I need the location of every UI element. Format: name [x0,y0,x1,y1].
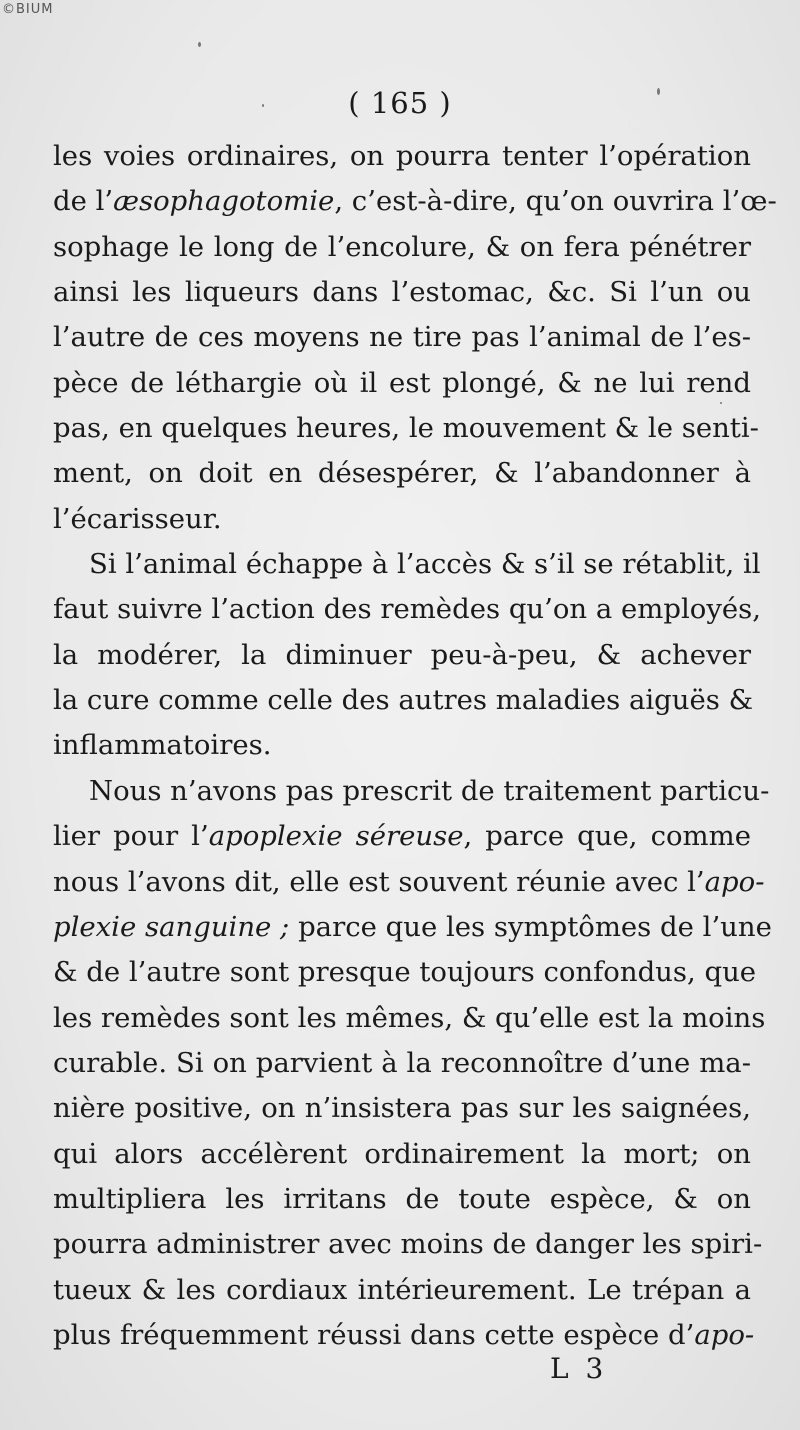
text-line [53,1313,755,1358]
text-line [53,179,777,224]
text-segment: faut suivre l’action des remèdes qu’on a employés, [53,593,761,626]
text-line [53,723,751,768]
italic-text-segment: apo- [694,1318,755,1351]
text-segment: ment, on doit en désespérer, & l’abandonner à [53,457,751,490]
text-segment: l’autre de ces moyens ne tire pas l’animal de l’es- [53,321,751,354]
text-line [53,905,772,950]
text-line [53,451,751,496]
text-segment: tueux & les cordiaux intérieurement. Le trépan a [53,1273,751,1306]
italic-text-segment: apo- [704,865,765,898]
text-segment: l’écarisseur. [53,502,222,535]
text-segment: pourra administrer avec moins de danger les spiri- [53,1228,763,1261]
text-segment: de l’ [53,185,114,218]
text-segment: les voies ordinaires, on pourra tenter l’opération [53,140,751,172]
text-segment: curable. Si on parvient à la reconnoître d’une ma- [53,1046,751,1079]
italic-text-segment: plexie sanguine ; [53,910,290,943]
paper-speck [262,104,264,107]
text-line [53,1041,751,1086]
text-line [53,134,751,179]
text-segment: parce que les symptômes de l’une [289,910,772,943]
text-line [53,225,751,270]
text-line [53,769,770,814]
text-line [53,678,754,723]
italic-text-segment: æsophagotomie [113,185,335,218]
text-line [53,633,751,678]
signature-mark: L 3 [550,1352,608,1385]
text-line [53,1268,751,1313]
text-segment: nière positive, on n’insistera pas sur les saignées, [53,1092,751,1125]
text-line [53,1177,751,1222]
text-segment: multipliera les irritans de toute espèce, & on [53,1182,751,1215]
text-segment: nous l’avons dit, elle est souvent réunie avec l’ [53,865,705,898]
text-line [53,950,757,995]
text-segment: , c’est-à-dire, qu’on ouvrira l’œ- [334,185,777,218]
text-segment: pèce de léthargie où il est plongé, & ne lui rend [53,366,751,399]
text-line [53,315,751,360]
text-line [53,860,765,905]
text-segment: sophage le long de l’encolure, & on fera pénétrer [53,230,751,263]
text-segment: pas, en quelques heures, le mouvement & le senti- [53,412,759,445]
text-segment: plus fréquemment réussi dans cette espèce d’ [53,1318,695,1351]
watermark: ©BIUM [2,2,54,17]
paper-speck [720,402,722,404]
text-line [53,270,751,315]
text-segment: la cure comme celle des autres maladies aiguës & [53,684,754,717]
text-line [53,497,751,542]
page-number: ( 165 ) [348,86,452,120]
text-segment: qui alors accélèrent ordinairement la mort; on [53,1137,751,1170]
text-segment: Si l’animal échappe à l’accès & s’il se rétablit, il [89,548,761,581]
text-line [53,814,751,859]
paper-speck [657,88,660,95]
text-line [53,1222,763,1267]
text-segment: la modérer, la diminuer peu-à-peu, & achever [53,638,751,671]
text-line [53,406,759,451]
text-segment: les remèdes sont les mêmes, & qu’elle est la moins [53,1001,766,1034]
text-line [53,1086,751,1131]
text-segment: Nous n’avons pas prescrit de traitement particu- [89,774,770,807]
text-line [53,1132,751,1177]
paper-speck [198,42,201,47]
text-segment: , parce que, comme [463,820,751,853]
text-segment: inflammatoires. [53,729,272,762]
text-segment: ainsi les liqueurs dans l’estomac, &c. Si l’un ou [53,276,751,309]
text-line [53,542,761,587]
text-line [53,587,761,632]
body-text [53,134,777,1358]
text-line [53,361,751,406]
text-line [53,996,766,1041]
text-segment: & de l’autre sont presque toujours confondus, que [53,956,757,989]
text-segment: lier pour l’ [53,820,209,853]
italic-text-segment: apoplexie séreuse [208,820,464,853]
